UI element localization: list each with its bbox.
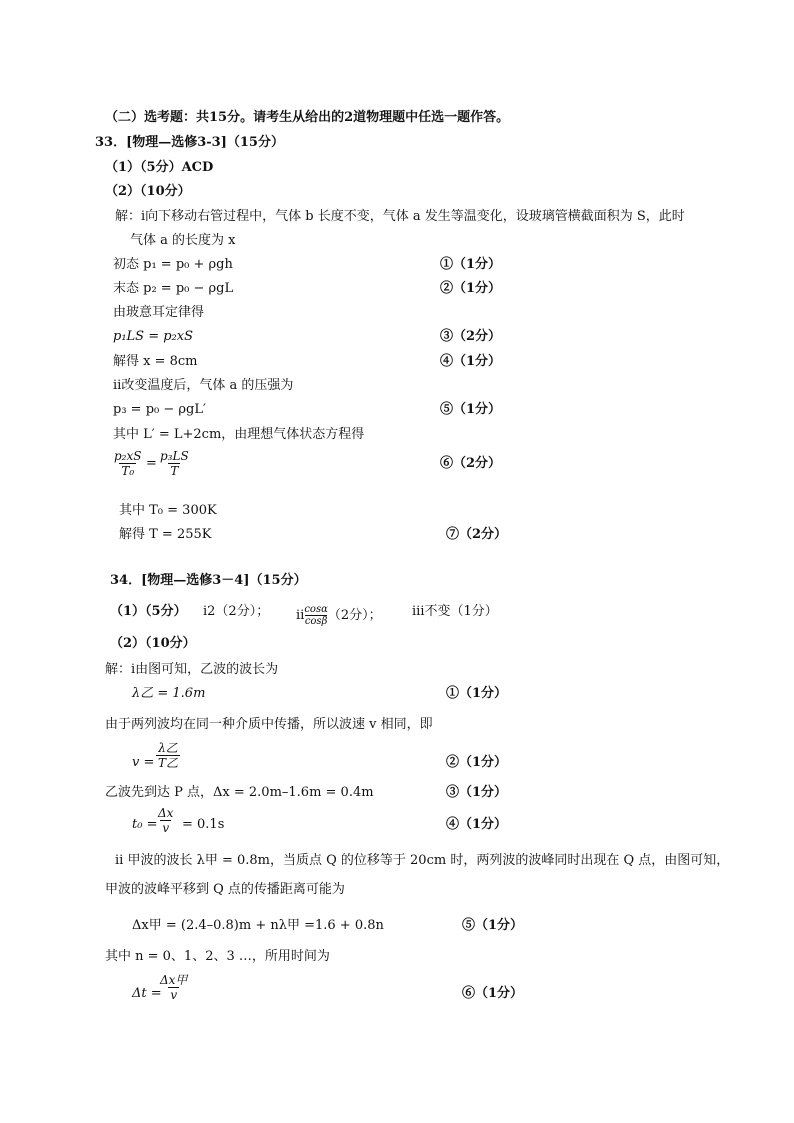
- q34-eq2-score: ②（1分）: [446, 755, 508, 770]
- q34-solution-line1: 解：ⅰ由图可知，乙波的波长为: [105, 662, 279, 677]
- q34-title: 34．[物理—选修3－4]（15分）: [110, 573, 307, 588]
- q34-eq6-numerator: Δx甲: [160, 973, 188, 987]
- q33-eq6-equals: =: [146, 456, 157, 471]
- q34-eq6-denominator: v: [170, 988, 178, 1002]
- q34-eq1: λ乙 = 1.6m: [132, 686, 206, 701]
- q34-part2-heading: （2）（10分）: [110, 636, 196, 651]
- q33-solution-line1: 解：ⅰ向下移动右管过程中，气体 b 长度不变，气体 a 发生等温变化，设玻璃管横截面积为 S，此时: [115, 209, 685, 224]
- section-header: （二）选考题：共15分。请考生从给出的2道物理题中任选一题作答。: [105, 110, 510, 125]
- q33-eq8-score: ⑦（2分）: [446, 527, 508, 542]
- q33-part2-intro: ⅱ改变温度后，气体 a 的压强为: [113, 378, 294, 393]
- q34-part1-ii-score: （2分）；: [327, 608, 382, 623]
- q33-eq7: 其中 T₀ = 300K: [119, 503, 217, 518]
- q33-eq6-left-numerator: p₂xS: [114, 449, 142, 463]
- q33-eq2: 末态 p₂ = p₀ − ρgL: [113, 281, 234, 296]
- q34-part2-line1: ⅱ 甲波的波长 λ甲 = 0.8m，当质点 Q 的位移等于 20cm 时，两列波的波峰同时出现在 Q 点，由图可知，: [115, 853, 730, 868]
- q34-part1-ii-denominator: cosβ: [304, 616, 328, 627]
- q34-part1-answer-ii: [296, 604, 382, 627]
- q33-eq3: p₁LS = p₂xS: [113, 329, 193, 344]
- q34-part1-ii-fraction: [304, 604, 328, 627]
- q34-eq2-fraction: [156, 741, 180, 770]
- q34-eq6-fraction: [158, 973, 189, 1002]
- q34-part1-answer-i: ⅰ2（2分）；: [203, 604, 270, 619]
- q34-part1-ii-label: ⅱ: [296, 608, 305, 623]
- q34-eq2-numerator: λ乙: [158, 741, 178, 755]
- q34-part2-line2: 甲波的波峰平移到 Q 点的传播距离可能为: [105, 882, 345, 897]
- q33-eq8: 解得 T = 255K: [119, 527, 212, 542]
- q34-eq4-denominator: v: [162, 821, 170, 835]
- q33-eq1-score: ①（1分）: [440, 257, 502, 272]
- q33-eq6-right-fraction: [158, 449, 191, 478]
- q34-part1-heading: （1）（5分）: [110, 604, 187, 619]
- q33-eq6-left-denominator: T₀: [121, 464, 135, 478]
- q33-eq6-score: ⑥（2分）: [440, 456, 502, 471]
- q33-eq6-left-fraction: [112, 449, 143, 478]
- q34-eq1-score: ①（1分）: [446, 686, 508, 701]
- q33-eq6-right-denominator: T: [170, 464, 179, 478]
- q34-part1-ii-numerator: cosα: [304, 604, 328, 615]
- q34-part1-answer-iii: ⅲ不变（1分）: [412, 604, 498, 619]
- q33-eq4-score: ④（1分）: [440, 354, 502, 369]
- q34-eq5-score: ⑤（1分）: [462, 918, 524, 933]
- q33-eq6-right-numerator: p₃LS: [160, 449, 189, 463]
- q33-eq1: 初态 p₁ = p₀ + ρgh: [113, 257, 233, 272]
- q34-eq4-fraction: [156, 806, 175, 835]
- q33-eq5-score: ⑤（1分）: [440, 402, 502, 417]
- q33-eq4: 解得 x = 8cm: [113, 354, 198, 369]
- q34-eq6-score: ⑥（1分）: [462, 986, 524, 1001]
- q33-part1-answer: （1）（5分）ACD: [105, 160, 214, 175]
- q33-solution-line2: 气体 a 的长度为 x: [130, 233, 236, 248]
- q34-eq3-score: ③（1分）: [446, 785, 508, 800]
- q34-eq4-numerator: Δx: [158, 806, 174, 820]
- q33-title: 33．[物理—选修3-3]（15分）: [95, 135, 284, 150]
- q34-eq4-lhs: t₀ =: [132, 817, 158, 832]
- q34-eq3: 乙波先到达 P 点，Δx = 2.0m–1.6m = 0.4m: [105, 785, 374, 800]
- q34-eq4-result: = 0.1s: [182, 817, 225, 832]
- q34-eq6-lhs: Δt =: [132, 986, 162, 1001]
- q33-eq5: p₃ = p₀ − ρgL′: [113, 402, 206, 417]
- q34-eq5: Δx甲 = (2.4–0.8)m + nλ甲 =1.6 + 0.8n: [132, 918, 384, 933]
- q34-line-n: 其中 n = 0、1、2、3 …，所用时间为: [105, 949, 330, 964]
- q33-eq6-intro: 其中 L′ = L+2cm，由理想气体状态方程得: [113, 427, 365, 442]
- q34-eq2-denominator: T乙: [158, 756, 179, 770]
- q33-part2-heading: （2）（10分）: [105, 184, 191, 199]
- q34-eq4-score: ④（1分）: [446, 817, 508, 832]
- q33-eq2-score: ②（1分）: [440, 281, 502, 296]
- q34-eq2-lhs: v =: [132, 755, 155, 770]
- q33-law: 由玻意耳定律得: [113, 305, 205, 320]
- q34-line2: 由于两列波均在同一种介质中传播，所以波速 v 相同，即: [105, 717, 433, 732]
- q33-eq3-score: ③（2分）: [440, 329, 502, 344]
